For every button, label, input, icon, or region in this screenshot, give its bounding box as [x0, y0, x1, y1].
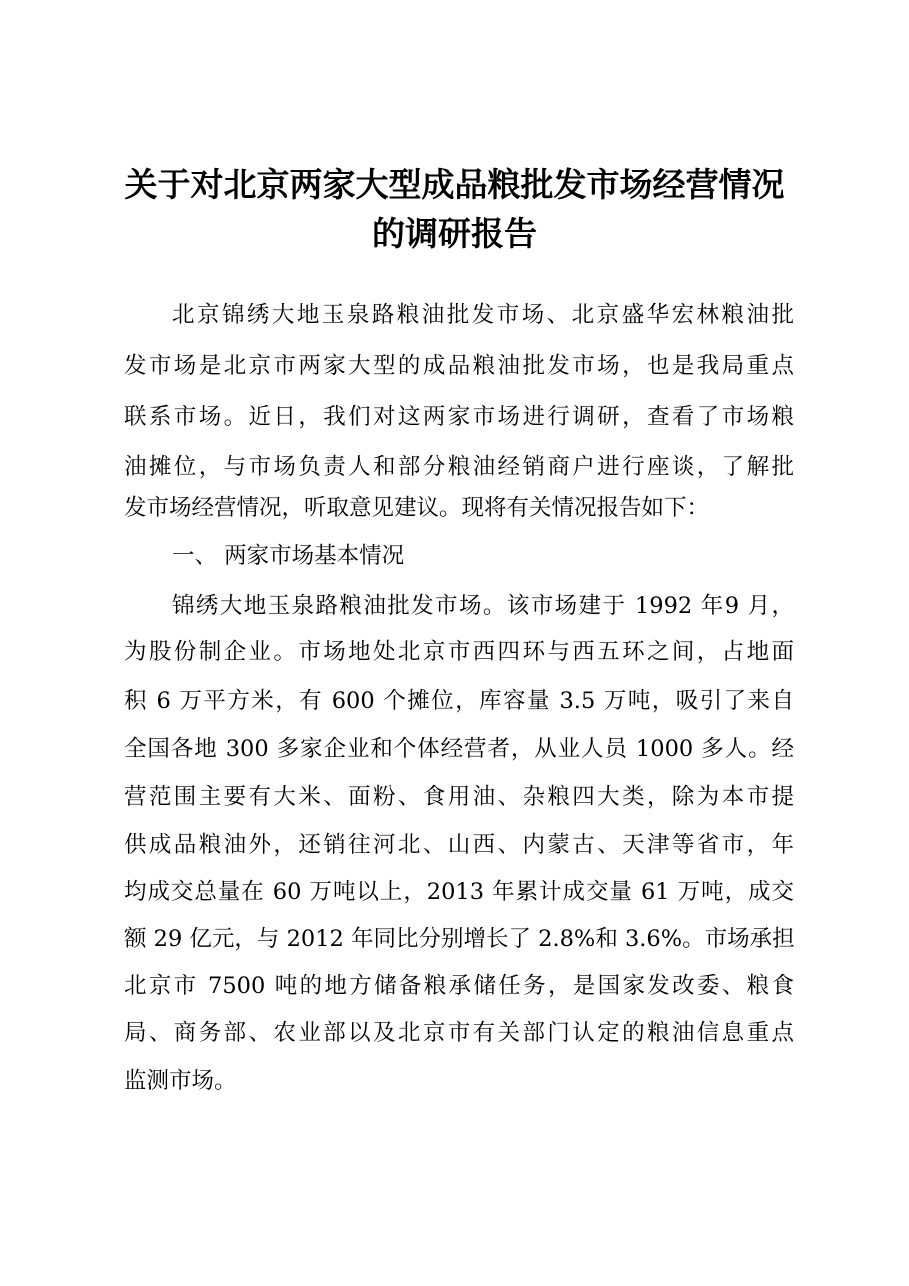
document-title-line-2: 的调研报告 — [372, 214, 537, 253]
section-heading: 一、 两家市场基本情况 — [172, 543, 405, 569]
body-paragraph-line: 北京市 7500 吨的地方储备粮承储任务，是国家发改委、粮食 — [124, 973, 794, 999]
body-paragraph-line: 锦绣大地玉泉路粮油批发市场。该市场建于 1992 年9 月， — [172, 593, 794, 619]
body-paragraph-line: 为股份制企业。市场地处北京市西四环与西五环之间，占地面 — [124, 639, 794, 665]
document-title-line-1: 关于对北京两家大型成品粮批发市场经营情况 — [124, 165, 785, 204]
body-paragraph-line: 积 6 万平方米，有 600 个摊位，库容量 3.5 万吨，吸引了来自 — [124, 688, 794, 714]
body-paragraph-line: 供成品粮油外，还销往河北、山西、内蒙古、天津等省市，年 — [124, 832, 794, 858]
intro-paragraph-line: 联系市场。近日，我们对这两家市场进行调研，查看了市场粮 — [124, 404, 794, 430]
intro-paragraph-line: 油摊位，与市场负责人和部分粮油经销商户进行座谈，了解批 — [124, 454, 794, 480]
intro-paragraph-line: 北京锦绣大地玉泉路粮油批发市场、北京盛华宏林粮油批 — [172, 302, 794, 328]
body-paragraph-line: 营范围主要有大米、面粉、食用油、杂粮四大类，除为本市提 — [124, 784, 794, 810]
body-paragraph-line: 额 29 亿元，与 2012 年同比分别增长了 2.8%和 3.6%。市场承担 — [124, 926, 795, 952]
body-paragraph-line: 均成交总量在 60 万吨以上，2013 年累计成交量 61 万吨，成交 — [124, 879, 794, 905]
intro-paragraph-line: 发市场经营情况，听取意见建议。现将有关情况报告如下： — [124, 495, 710, 521]
body-paragraph-line: 全国各地 300 多家企业和个体经营者，从业人员 1000 多人。经 — [124, 736, 794, 762]
body-paragraph-line: 监测市场。 — [124, 1068, 237, 1094]
intro-paragraph-line: 发市场是北京市两家大型的成品粮油批发市场，也是我局重点 — [124, 353, 794, 379]
body-paragraph-line: 局、商务部、农业部以及北京市有关部门认定的粮油信息重点 — [124, 1020, 794, 1046]
